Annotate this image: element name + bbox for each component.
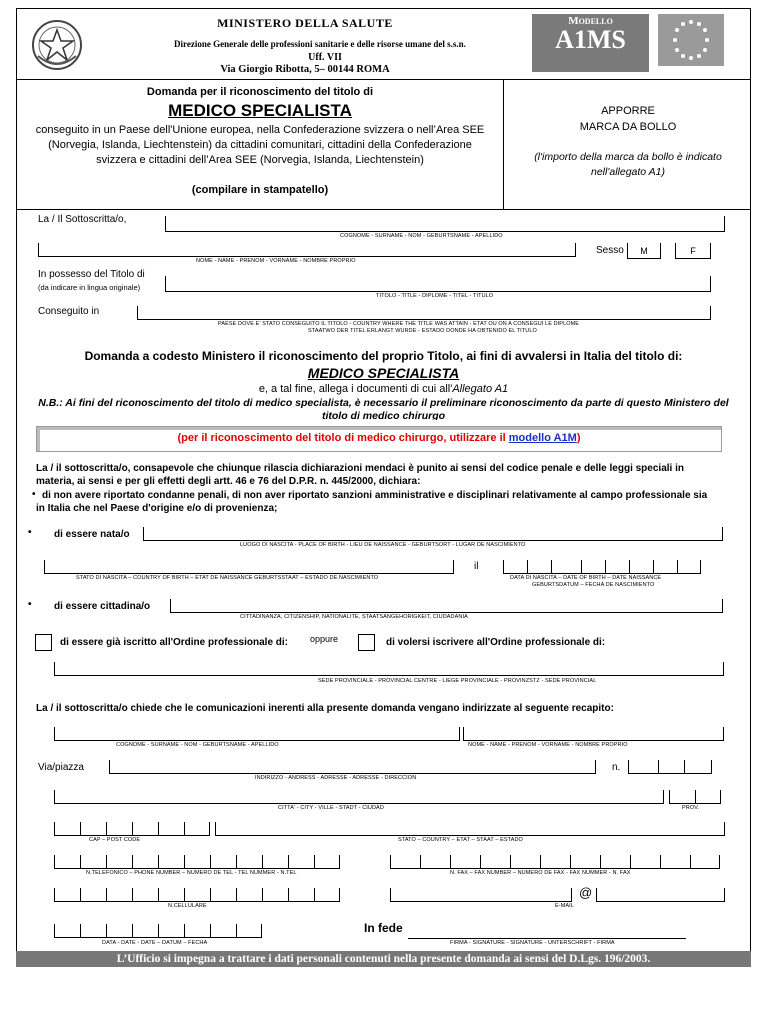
stamp-note2: nell'allegato A1) <box>591 166 665 178</box>
surname-field[interactable] <box>165 216 725 232</box>
direction-name: Direzione Generale delle professioni sanitarie e delle risorse umane del s.s.n. <box>174 39 466 49</box>
street-field[interactable] <box>109 760 596 774</box>
attachment-prefix: e, a tal fine, allega i documenti di cui all' <box>258 383 453 395</box>
address-caption: INDIRIZZO - ANDRESS - ADRESSE - ADRESSE - DIRECCION <box>255 775 417 781</box>
modello-label: Modello <box>568 15 613 27</box>
birthdate-caption-1: DATA DI NASCITA – DATE OF BIRTH – DATE NAISSANCE <box>510 575 662 581</box>
registered-checkbox[interactable] <box>35 634 52 651</box>
title-caption: TITOLO - TITLE - DIPLOME - TITEL - TITULO <box>376 293 494 299</box>
contact-name-caption: NOME - NAME - PRENOM - VORNAME - NOMBRE PROPRIO <box>468 742 628 748</box>
request-line: Domanda a codesto Ministero il riconoscimento del proprio Titolo, ai fini di avvalersi in Italia del titolo di: <box>84 349 683 363</box>
modello-box <box>532 14 649 72</box>
phone-cells[interactable] <box>54 855 340 869</box>
nb-line1: N.B.: Ai fini del riconoscimento del titolo di medico specialista, è necessario il preliminare riconoscimento da parte di questo Ministero del <box>38 397 729 409</box>
declaration-line2: materia, ai sensi e per gli effetti degli artt. 46 e 76 del D.P.R. n. 445/2000, dichiara: <box>36 476 421 487</box>
title-line2: conseguito in un Paese dell'Unione europea, nella Confederazione svizzera o nell’Area SEE <box>35 124 485 136</box>
registered-label: di essere già iscritto all'Ordine professionale di: <box>60 637 289 648</box>
email-caption: E-MAIL <box>555 903 574 909</box>
province-code-cells[interactable] <box>669 790 721 804</box>
state-field[interactable] <box>215 822 725 836</box>
contact-surname-caption: COGNOME - SURNAME - NOM - GEBURTSNAME - APELLIDO <box>116 742 279 748</box>
state-caption: STATO – COUNTRY – ETAT – STAAT – ESTADO <box>398 837 523 843</box>
stamp-line1: APPORRE <box>601 105 655 117</box>
note-text <box>36 432 722 444</box>
street-number-cells[interactable] <box>628 760 712 774</box>
street-label: Via/piazza <box>38 762 84 773</box>
prov-caption: PROV. <box>682 805 700 811</box>
privacy-footer: L’Ufficio si impegna a trattare i dati personali contenuti nella presente domanda ai sensi del D.Lgs. 196/2003. <box>16 951 751 967</box>
surname-caption: COGNOME - SURNAME - NOM - GEBURTSNAME - APELLIDO <box>340 233 503 239</box>
citizenship-caption: CITTADINANZA, CITIZENSHIP, NATIONALITE, STAATSANGEHORIGKEIT, CIUDADANIA <box>240 614 468 620</box>
sex-label: Sesso <box>596 245 624 256</box>
attachment-line <box>16 383 751 395</box>
ministry-name: MINISTERO DELLA SALUTE <box>217 16 393 30</box>
date-caption: DATA - DATE - DATE – DATUM – FECHA <box>102 940 208 946</box>
firstname-field[interactable] <box>38 243 576 257</box>
note-prefix: (per il riconoscimento del titolo di medico chirurgo, utilizzare il <box>177 432 509 444</box>
firstname-caption: NOME - NAME - PRENOM - VORNAME - NOMBRE PROPRIO <box>196 258 356 264</box>
at-sign-icon: @ <box>579 885 593 900</box>
postcode-cells[interactable] <box>54 822 210 836</box>
title-possession-note: (da indicare in lingua originale) <box>38 283 141 292</box>
signature-caption: FIRMA - SIGNATURE - SIGNATURE - UNTERSCHRIFT - FIRMA <box>450 940 615 946</box>
email-user-field[interactable] <box>390 888 572 902</box>
bullet1-line2: in Italia che nel Paese d'origine e/o di provenienza; <box>36 503 278 514</box>
request-title: MEDICO SPECIALISTA <box>307 365 460 381</box>
postcode-caption: CAP – POST CODE <box>89 837 141 843</box>
modello-a1m-link[interactable]: modello A1M <box>508 432 577 444</box>
mobile-cells[interactable] <box>54 888 340 902</box>
il-label: il <box>474 561 479 572</box>
province-field[interactable] <box>54 662 724 676</box>
undersigned-label: La / Il Sottoscritta/o, <box>38 214 127 225</box>
bullet-icon: • <box>32 489 36 500</box>
sex-m-label: M <box>640 246 648 256</box>
title-main: MEDICO SPECIALISTA <box>168 101 352 120</box>
sex-f-label: F <box>690 246 696 256</box>
stamp-line2: MARCA DA BOLLO <box>579 121 677 133</box>
title-possession-label: In possesso del Titolo di <box>38 269 145 280</box>
title-note: (compilare in stampatello) <box>191 184 329 196</box>
eu-stars-icon <box>673 20 709 60</box>
attachment-ref: Allegato A1 <box>452 383 509 395</box>
province-caption: SEDE PROVINCIALE - PROVINCIAL CENTRE - LIEGE PROVINCIALE - PROVINZSTZ - SEDE PROVINCIAL <box>318 678 597 684</box>
bullet-icon: • <box>28 599 32 610</box>
office-name: Uff. VII <box>308 52 342 63</box>
title-line4: svizzera e cittadini dell’Area SEE (Norvegia, Islanda, Liechtenstein) <box>96 154 424 166</box>
bullet-icon: • <box>28 527 32 538</box>
nb-line2: titolo di medico chirurgo <box>321 410 446 420</box>
number-label: n. <box>612 762 621 773</box>
signature-line[interactable] <box>408 938 686 939</box>
fax-caption: N. FAX – FAX NUMBER – NUMERO DE FAX - FAX NUMMER - N. FAX <box>450 870 631 876</box>
title-field[interactable] <box>165 276 711 292</box>
born-label: di essere nata/o <box>54 529 130 540</box>
citizenship-field[interactable] <box>170 599 723 613</box>
modello-code: A1MS <box>555 25 626 54</box>
in-fede-label: In fede <box>364 921 403 935</box>
contact-intro: La / il sottoscritta/o chiede che le comunicazioni inerenti alla presente domanda vengano indirizzate al seguente recapito: <box>36 703 614 714</box>
oppure-label: oppure <box>310 634 339 644</box>
city-caption: CITTA' - CITY - VILLE - STADT - CIUDAD <box>278 805 384 811</box>
obtained-in-label: Conseguito in <box>38 306 100 317</box>
country-caption-2: STAATWO DER TITEL ERLANGT WURDE - ESTADO DONDE HA OBTENIDO EL TITULO <box>308 328 537 334</box>
birthdate-caption-2: GEBURTSDATUM – FECHA DE NASCIMIENTO <box>532 582 655 588</box>
contact-name-field[interactable] <box>463 727 724 741</box>
phone-caption: N.TELEFONICO – PHONE NUMBER – NUMERO DE TEL - TEL NUMMER - N.TEL <box>86 870 297 876</box>
country-caption-1: PAESE DOVE E' STATO CONSEGUITO IL TITOLO - COUNTRY WHERE THE TITLE WAS ATTAIN - ETAT OU ON A CONSEGUI LE DIPLOME <box>218 321 580 327</box>
bullet1-line1: di non avere riportato condanne penali, di non aver riportato sanzioni amministrative e disciplinari relativamente al campo professionale sia <box>42 490 708 501</box>
birthplace-field[interactable] <box>143 527 723 541</box>
note-suffix: ) <box>576 432 581 444</box>
mobile-caption: N.CELLULARE <box>168 903 207 909</box>
city-field[interactable] <box>54 790 664 804</box>
email-domain-field[interactable] <box>596 888 725 902</box>
fax-cells[interactable] <box>390 855 720 869</box>
wish-register-label: di volersi iscrivere all'Ordine professionale di: <box>386 637 606 648</box>
birthstate-caption: STATO DI NASCITA – COUNTRY OF BIRTH – ETAT DE NAISSANCE GEBURTSSTAAT – ESTADO DE NASCIMIENTO <box>76 575 379 581</box>
title-line1: Domanda per il riconoscimento del titolo di <box>146 86 374 98</box>
declaration-line1: La / il sottoscritta/o, consapevole che chiunque rilascia dichiarazioni mendaci è punito ai sensi del codice penale e delle leggi speciali in <box>36 463 684 474</box>
title-line3: (Norvegia, Islanda, Liechtenstein) da cittadini comunitari, cittadini della Confederazione <box>48 139 472 151</box>
contact-surname-field[interactable] <box>54 727 460 741</box>
birthdate-cells[interactable] <box>503 560 701 574</box>
eu-flag <box>658 14 724 66</box>
birthplace-caption: LUOGO DI NASCITA - PLACE OF BIRTH - LIEU DE NAISSANCE - GEBURTSORT - LUGAR DE NASCIMIENTO <box>240 542 526 548</box>
date-cells[interactable] <box>54 924 262 938</box>
country-obtained-field[interactable] <box>137 306 711 320</box>
citizen-label: di essere cittadina/o <box>54 601 151 612</box>
birthstate-field[interactable] <box>44 560 454 574</box>
office-address: Via Giorgio Ribotta, 5– 00144 ROMA <box>220 64 390 75</box>
stamp-note1: (l'importo della marca da bollo è indicato <box>534 151 722 163</box>
wish-register-checkbox[interactable] <box>358 634 375 651</box>
republic-emblem <box>28 16 86 74</box>
